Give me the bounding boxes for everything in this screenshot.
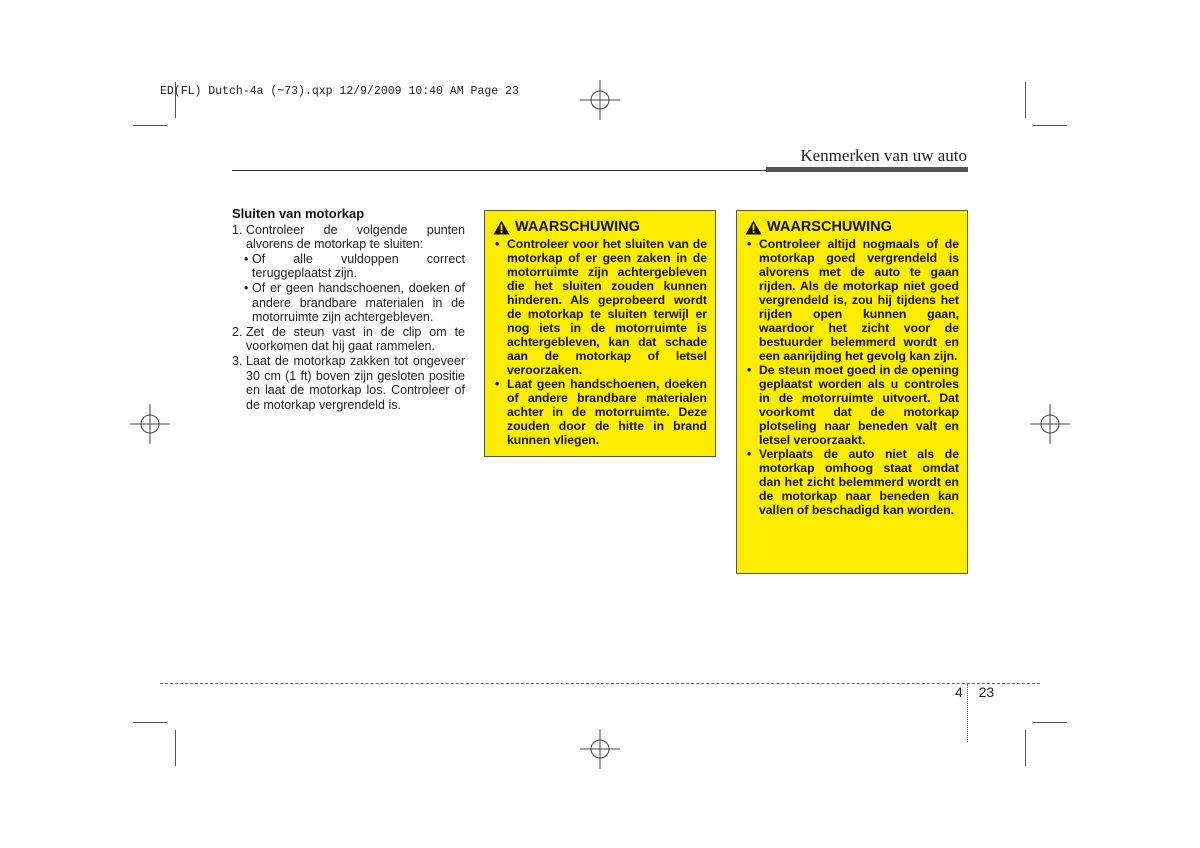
crop-mark <box>133 125 167 126</box>
page-number-value: 23 <box>978 684 995 700</box>
registration-mark-icon <box>1030 404 1070 444</box>
crop-mark <box>1025 730 1026 766</box>
warning-triangle-icon <box>493 220 510 235</box>
subsection-heading: Sluiten van motorkap <box>232 206 365 221</box>
registration-mark-icon <box>130 404 170 444</box>
warning-box <box>736 210 968 574</box>
registration-mark-icon <box>580 80 620 120</box>
warning-text: De steun moet goed in de opening geplaatst worden als u controles in de motorruimte uitvoert. Dat voorkomt dat de motorkap plotseling naar beneden valt en letsel veroorzaakt. <box>759 363 959 447</box>
substep-item <box>244 281 465 325</box>
substep-text: Of alle vuldoppen correct teruggeplaatst zijn. <box>252 251 465 281</box>
step-text: Laat de motorkap zakken tot ongeveer 30 cm (1 ft) boven zijn gesloten positie en laat de motorkap los. Controleer of de motorkap vergrendeld is. <box>246 353 465 412</box>
left-column <box>232 207 465 412</box>
warning-box <box>484 210 716 457</box>
section-title: Kenmerken van uw auto <box>800 146 967 165</box>
warning-header <box>745 219 959 236</box>
step-item <box>232 325 465 354</box>
page-number <box>955 684 994 700</box>
warning-text: Verplaats de auto niet als de motorkap omhoog staat omdat dan het zicht belemmerd wordt en de motorkap naar beneden kan vallen of beschadigd kan worden. <box>759 447 959 517</box>
crop-mark <box>1033 125 1067 126</box>
crop-mark <box>1025 82 1026 118</box>
warning-text: Laat geen handschoenen, doeken of andere brandbare materialen achter in de motorruimte. Deze zouden door de hitte in brand kunnen vliegen. <box>507 377 707 447</box>
step-number: 2. <box>232 324 243 339</box>
warning-item <box>745 237 959 363</box>
warning-text: Controleer voor het sluiten van de motorkap of er geen zaken in de motorruimte zijn achtergebleven die het sluiten zouden kunnen hinderen. Als geprobeerd wordt de motorkap te sluiten terwijl er nog iets in de motorruimte is achtergebleven, kan dat schade aan de motorkap of letsel veroorzaken. <box>507 237 707 377</box>
bullet: • <box>244 280 249 295</box>
crop-mark <box>175 730 176 766</box>
substep-text: Of er geen handschoenen, doeken of andere brandbare materialen in de motorruimte zijn achtergebleven. <box>252 280 465 325</box>
header-rule-thick <box>766 167 968 172</box>
crop-mark <box>1033 722 1067 723</box>
warning-item <box>493 377 707 447</box>
warning-header <box>493 219 707 236</box>
step-number: 3. <box>232 353 243 368</box>
warning-text: Controleer altijd nogmaals of de motorkap goed vergrendeld is alvorens met de auto te gaan rijden. Als de motorkap niet goed vergrendeld is, zou hij tijdens het rijden open kunnen gaan, waardoor het zicht voor de bestuurder belemmerd wordt en een aanrijding het gevolg kan zijn. <box>759 237 959 363</box>
footer-rule <box>160 683 1040 684</box>
bullet: • <box>747 447 752 461</box>
header-rule <box>232 170 767 171</box>
print-slug: ED(FL) Dutch-4a (~73).qxp 12/9/2009 10:40 AM Page 23 <box>160 85 519 98</box>
step-text: Controleer de volgende punten alvorens de motorkap te sluiten: <box>246 222 465 252</box>
bullet: • <box>244 251 249 266</box>
warning-item <box>745 447 959 517</box>
bullet: • <box>747 237 752 251</box>
warning-title: WAARSCHUWING <box>767 219 892 235</box>
step-item <box>232 354 465 412</box>
warning-item <box>493 237 707 377</box>
substep-item <box>244 252 465 281</box>
crop-mark <box>133 722 167 723</box>
warning-title: WAARSCHUWING <box>515 219 640 235</box>
step-text: Zet de steun vast in de clip om te voorkomen dat hij gaat rammelen. <box>246 324 465 354</box>
warning-triangle-icon <box>745 220 762 235</box>
step-item <box>232 223 465 252</box>
bullet: • <box>747 363 752 377</box>
chapter-number: 4 <box>955 684 963 700</box>
registration-mark-icon <box>580 729 620 769</box>
bullet: • <box>495 237 500 251</box>
bullet: • <box>495 377 500 391</box>
step-number: 1. <box>232 222 243 237</box>
warning-item <box>745 363 959 447</box>
